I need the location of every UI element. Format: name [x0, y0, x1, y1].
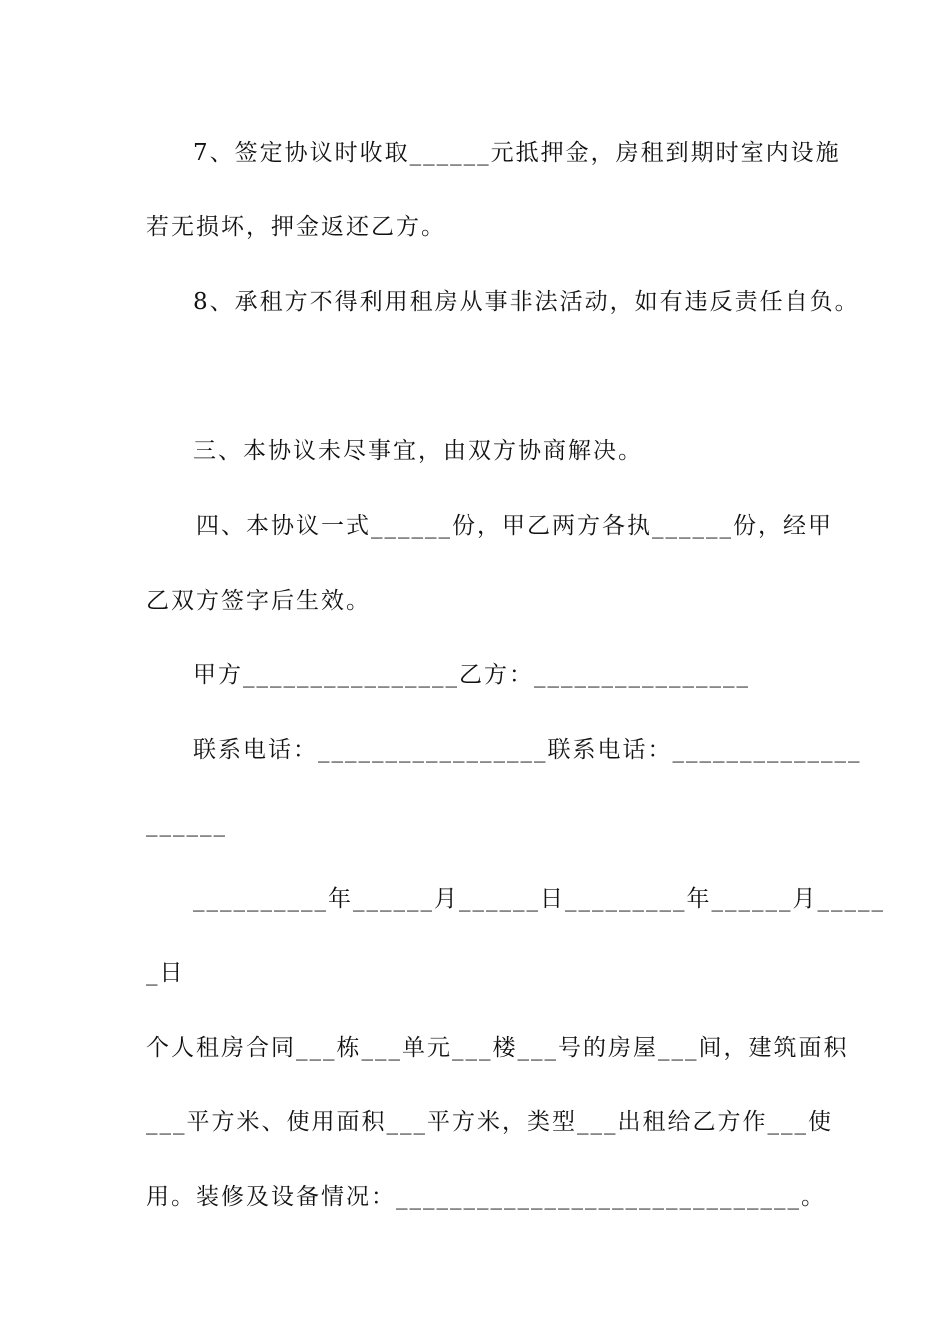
signature-line: 甲方________________乙方：________________ — [193, 662, 750, 688]
contract-line-1: 个人租房合同___栋___单元___楼___号的房屋___间，建筑面积 — [146, 1035, 849, 1061]
date-line-continuation: _日 — [146, 960, 185, 986]
section-4-line-1: 四、本协议一式______份，甲乙两方各执______份，经甲 — [196, 513, 833, 539]
date-line: __________年______月______日_________年______月_____ — [193, 886, 885, 912]
clause-8: 8、承租方不得利用租房从事非法活动，如有违反责任自负。 — [193, 289, 860, 315]
phone-line-continuation: ______ — [146, 811, 227, 837]
clause-7-line-2: 若无损坏，押金返还乙方。 — [146, 214, 446, 240]
phone-line: 联系电话：_________________联系电话：______________ — [193, 737, 862, 763]
contract-line-3: 用。装修及设备情况：______________________________。 — [146, 1184, 826, 1210]
section-4-line-2: 乙双方签字后生效。 — [146, 588, 371, 614]
clause-7-line-1: 7、签定协议时收取______元抵押金，房租到期时室内设施 — [193, 140, 841, 166]
section-3: 三、本协议未尽事宜，由双方协商解决。 — [193, 438, 643, 464]
contract-line-2: ___平方米、使用面积___平方米，类型___出租给乙方作___使 — [146, 1109, 833, 1135]
